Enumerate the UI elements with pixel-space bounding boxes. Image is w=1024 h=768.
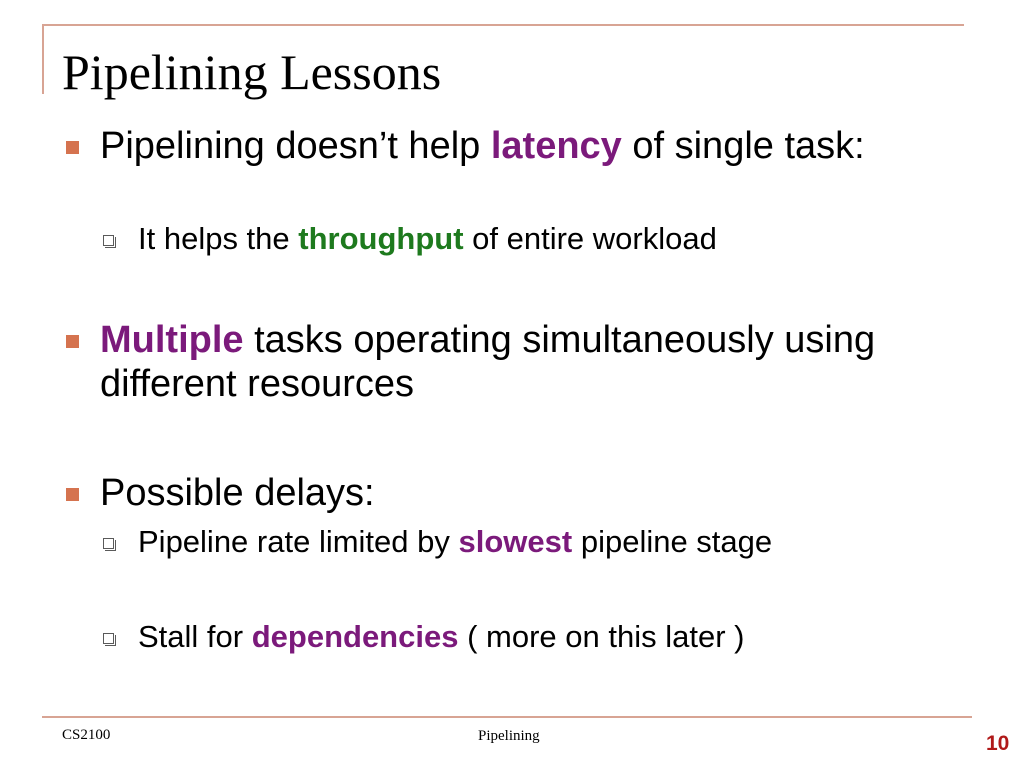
emphasis-dependencies: dependencies xyxy=(251,619,459,654)
bullet-text: tasks operating simultaneously using different resources xyxy=(100,319,876,405)
bullet-text: Possible delays: xyxy=(100,472,375,514)
sub-bullet-slowest xyxy=(138,523,998,561)
bullet-latency xyxy=(100,124,980,168)
sub-bullet-text: It helps the xyxy=(138,221,299,256)
bullet-multiple xyxy=(100,318,980,406)
sub-bullet-text: Stall for xyxy=(138,619,252,654)
bullet-text: of single task: xyxy=(621,125,865,167)
sub-bullet-box-icon xyxy=(103,538,114,549)
sub-bullet-box-icon xyxy=(103,633,114,644)
sub-bullet-text: of entire workload xyxy=(463,221,717,256)
footer-course: CS2100 xyxy=(62,727,111,743)
sub-bullet-text: pipeline stage xyxy=(572,524,773,559)
emphasis-throughput: throughput xyxy=(298,221,464,256)
bullet-square-icon xyxy=(66,488,79,501)
emphasis-latency: latency xyxy=(490,125,622,167)
sub-bullet-dependencies xyxy=(138,618,998,656)
sub-bullet-text: ( more on this later ) xyxy=(458,619,745,654)
slide-title: Pipelining Lessons xyxy=(62,44,442,100)
bullet-square-icon xyxy=(66,141,79,154)
bullet-text: Pipelining doesn’t help xyxy=(100,125,491,167)
bullet-delays xyxy=(100,471,980,515)
sub-bullet-text: Pipeline rate limited by xyxy=(138,524,459,559)
footer-line xyxy=(42,716,972,718)
footer-topic: Pipelining xyxy=(478,728,540,744)
bullet-square-icon xyxy=(66,335,79,348)
sub-bullet-box-icon xyxy=(103,235,114,246)
frame-top-line xyxy=(42,24,964,26)
sub-bullet-throughput xyxy=(138,220,998,258)
emphasis-slowest: slowest xyxy=(458,524,573,559)
frame-left-line xyxy=(42,24,44,94)
page-number: 10 xyxy=(986,732,1010,755)
emphasis-multiple: Multiple xyxy=(100,319,244,361)
